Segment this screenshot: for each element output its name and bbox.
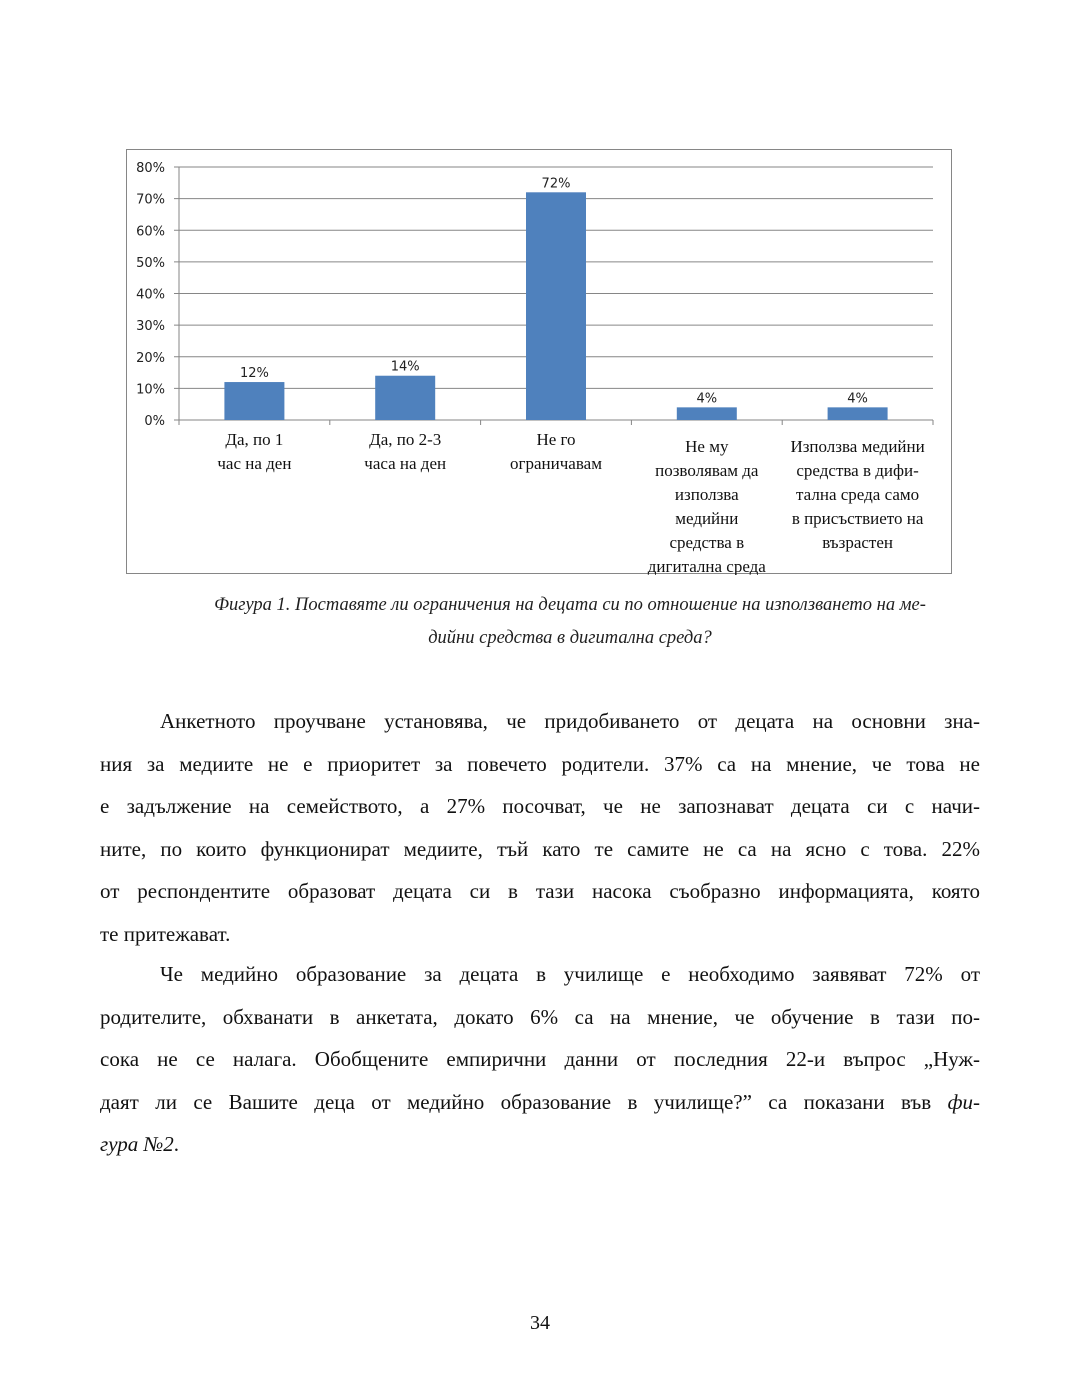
data-label: 4% [847, 391, 868, 407]
category-label: позволявам да [655, 461, 759, 480]
paragraph-line [100, 1081, 980, 1124]
y-tick-label: 80% [136, 161, 165, 176]
paragraph-line: сока не се налага. Обобщените емпирични данни от последния 22-и въпрос „Нуж- [100, 1047, 980, 1071]
category-label: Да, по 1 [225, 430, 284, 449]
data-label: 14% [390, 359, 420, 375]
paragraph-text: даят ли се Вашите деца от медийно образование в училище?” са показани във [100, 1089, 948, 1114]
y-tick-label: 30% [136, 319, 165, 335]
category-label: Не го [536, 430, 576, 449]
bar [224, 382, 284, 420]
category-label: медийни [675, 509, 739, 528]
figure-caption [160, 589, 980, 655]
category-label: дигитална среда [647, 557, 766, 575]
paragraph-2 [100, 953, 980, 1166]
bar [526, 192, 586, 420]
category-label: часа на ден [364, 454, 447, 473]
category-label: използва [674, 485, 739, 504]
paragraph-line: Анкетното проучване установява, че придобиването от децата на основни зна- [160, 709, 980, 733]
bar [375, 376, 435, 420]
category-label: средства в дифи- [796, 461, 919, 480]
data-label: 4% [696, 391, 718, 407]
page-number: 34 [530, 1312, 550, 1334]
y-tick-label: 10% [136, 382, 165, 398]
category-label: Да, по 2-3 [369, 430, 442, 449]
figure-reference: гура №2 [100, 1132, 174, 1156]
figure-reference: фи- [947, 1089, 980, 1114]
caption-line-1: Фигура 1. Поставяте ли ограничения на децата си по отношение на използването на ме- [214, 595, 926, 615]
paragraph-line: родителите, обхванати в анкетата, докато 6% са на мнение, че обучение в тази по- [100, 1004, 980, 1029]
data-label: 12% [239, 366, 269, 382]
paragraph-line: ните, по които функционират медиите, тъй като те самите не са на ясно с това. 22% [100, 836, 980, 861]
category-label: възрастен [822, 533, 893, 552]
chart-svg [127, 150, 953, 575]
caption-line-2: дийни средства в дигитална среда? [428, 628, 712, 648]
paragraph-line: е задължение на семейството, а 27% посочват, че не запознават децата си с начи- [100, 794, 980, 818]
bar [828, 407, 888, 420]
y-tick-label: 70% [136, 192, 165, 208]
category-label: час на ден [217, 454, 292, 473]
y-tick-label: 0% [144, 414, 165, 429]
paragraph-text: . [173, 1132, 180, 1156]
paragraph-line: от респондентите образоват децата си в тази насока съобразно информацията, която [100, 879, 980, 903]
paragraph-line [100, 1123, 980, 1166]
bar [677, 407, 737, 420]
category-label: средства в [669, 533, 745, 552]
category-label: Не му [685, 437, 729, 456]
category-label: тална среда само [796, 485, 920, 504]
category-label: Използва медийни [790, 437, 925, 456]
y-tick-label: 60% [136, 224, 165, 240]
y-tick-label: 20% [136, 350, 165, 366]
data-label: 72% [541, 176, 571, 192]
paragraph-line: ния за медиите не е приоритет за повечето родители. 37% са на мнение, че това не [100, 751, 980, 776]
paragraph-line: Че медийно образование за децата в училище е необходимо заявяват 72% от [160, 962, 980, 986]
y-tick-label: 50% [136, 255, 165, 271]
category-label: ограничавам [510, 454, 602, 473]
category-label: в присъствието на [791, 509, 924, 528]
bar-chart [126, 149, 952, 574]
y-tick-label: 40% [136, 287, 165, 303]
paragraph-1 [100, 700, 980, 955]
paragraph-line: те притежават. [100, 921, 231, 946]
